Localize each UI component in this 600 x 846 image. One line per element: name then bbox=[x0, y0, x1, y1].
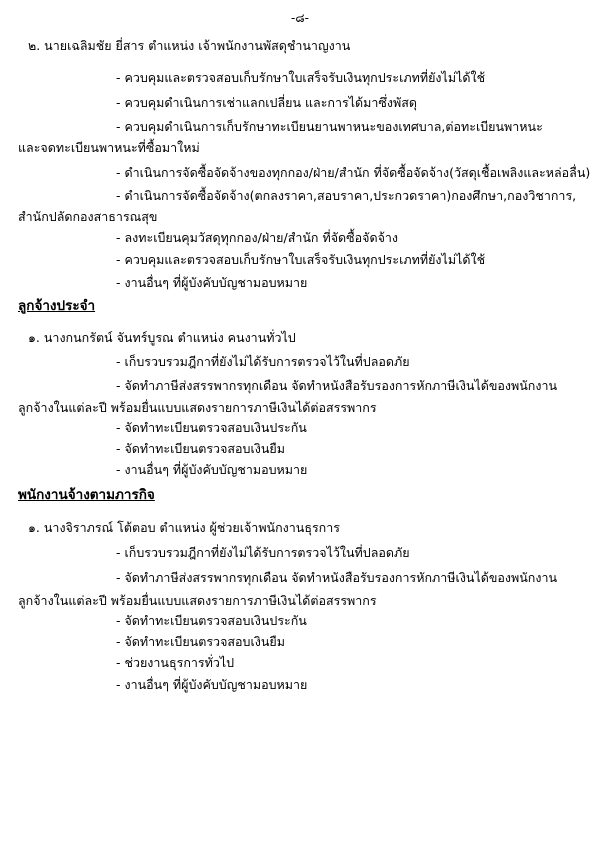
staff-duty-3-continuation: และจดทะเบียนพาหนะที่ซื้อมาใหม่ bbox=[18, 140, 200, 155]
heading-mission-employees: พนักงานจ้างตามภารกิจ bbox=[18, 487, 155, 503]
staff-duty-7: - ควบคุมและตรวจสอบเก็บรักษาใบเสร็จรับเงินทุกประเภทที่ยังไม่ได้ใช้ bbox=[116, 252, 486, 267]
mission-duty-2: - จัดทำภาษีส่งสรรพากรทุกเดือน จัดทำหนังสือรับรองการหักภาษีเงินได้ของพนักงาน bbox=[116, 570, 558, 585]
permanent-duty-4: - จัดทำทะเบียนตรวจสอบเงินยืม bbox=[116, 441, 285, 456]
staff-duty-8: - งานอื่นๆ ที่ผู้บังคับบัญชามอบหมาย bbox=[116, 275, 308, 290]
staff-duty-2: - ควบคุมดำเนินการเช่าแลกเปลี่ยน และการได้มาซึ่งพัสดุ bbox=[116, 95, 417, 110]
permanent-duty-2-continuation: ลูกจ้างในแต่ละปี พร้อมยื่นแบบแสดงรายการภาษีเงินได้ต่อสรรพากร bbox=[18, 400, 377, 415]
permanent-duty-2: - จัดทำภาษีส่งสรรพากรทุกเดือน จัดทำหนังสือรับรองการหักภาษีเงินได้ของพนักงาน bbox=[116, 378, 558, 393]
staff-duty-1: - ควบคุมและตรวจสอบเก็บรักษาใบเสร็จรับเงินทุกประเภทที่ยังไม่ได้ใช้ bbox=[116, 70, 486, 85]
mission-duty-5: - ช่วยงานธุรการทั่วไป bbox=[116, 655, 235, 670]
heading-permanent-employees: ลูกจ้างประจำ bbox=[18, 298, 96, 314]
mission-duty-2-continuation: ลูกจ้างในแต่ละปี พร้อมยื่นแบบแสดงรายการภาษีเงินได้ต่อสรรพากร bbox=[18, 593, 377, 608]
page-number: -๘- bbox=[291, 11, 309, 25]
mission-duty-1: - เก็บรวบรวมฎีกาที่ยังไม่ได้รับการตรวจไว้ในที่ปลอดภัย bbox=[116, 545, 410, 560]
permanent-duty-1: - เก็บรวบรวมฎีกาที่ยังไม่ได้รับการตรวจไว้ในที่ปลอดภัย bbox=[116, 354, 410, 369]
staff-duty-5-continuation: สำนักปลัดกองสาธารณสุข bbox=[18, 209, 158, 224]
permanent-person-line: ๑. นางกนกรัตน์ จันทร์บูรณ ตำแหน่ง คนงานทั่วไป bbox=[28, 330, 296, 345]
staff-duty-4: - ดำเนินการจัดซื้อจัดจ้างของทุกกอง/ฝ่าย/สำนัก ที่จัดซื้อจัดจ้าง(วัสดุเชื้อเพลิงและหล่อลื่น) bbox=[116, 165, 591, 180]
mission-duty-4: - จัดทำทะเบียนตรวจสอบเงินยืม bbox=[116, 634, 285, 649]
permanent-duty-5: - งานอื่นๆ ที่ผู้บังคับบัญชามอบหมาย bbox=[116, 462, 308, 477]
staff-person-line: ๒. นายเฉลิมชัย ยี่สาร ตำแหน่ง เจ้าพนักงานพัสดุชำนาญงาน bbox=[28, 38, 351, 53]
mission-duty-6: - งานอื่นๆ ที่ผู้บังคับบัญชามอบหมาย bbox=[116, 677, 308, 692]
staff-duty-5: - ดำเนินการจัดซื้อจัดจ้าง(ตกลงราคา,สอบราคา,ประกวดราคา)กองศึกษา,กองวิชาการ, bbox=[116, 188, 577, 203]
staff-duty-3: - ควบคุมดำเนินการเก็บรักษาทะเบียนยานพาหนะของเทศบาล,ต่อทะเบียนพาหนะ bbox=[116, 119, 543, 134]
mission-duty-3: - จัดทำทะเบียนตรวจสอบเงินประกัน bbox=[116, 613, 307, 628]
mission-person-line: ๑. นางจิราภรณ์ โต้ตอบ ตำแหน่ง ผู้ช่วยเจ้าพนักงานธุรการ bbox=[28, 520, 340, 535]
staff-duty-6: - ลงทะเบียนคุมวัสดุทุกกอง/ฝ่าย/สำนัก ที่จัดซื้อจัดจ้าง bbox=[116, 230, 399, 245]
permanent-duty-3: - จัดทำทะเบียนตรวจสอบเงินประกัน bbox=[116, 420, 307, 435]
